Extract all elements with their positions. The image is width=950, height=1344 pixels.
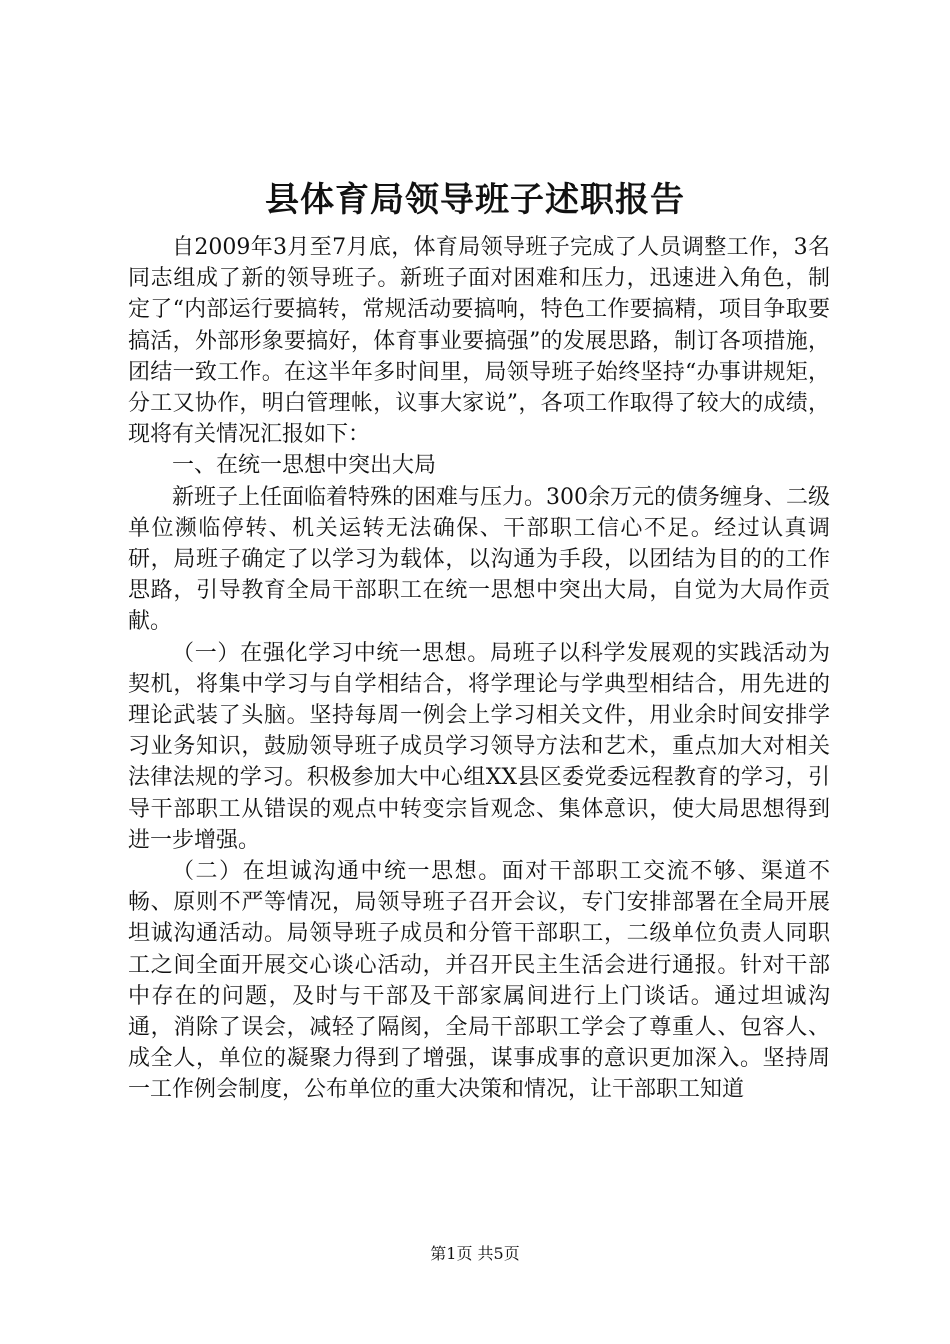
paragraph-subsection-2: （二）在坦诚沟通中统一思想。面对干部职工交流不够、渠道不畅、原则不严等情况，局领导班子召开会议，专门安排部署在全局开展坦诚沟通活动。局领导班子成员和分管干部职工，二级单位负责人同职工之间全面开展交心谈心活动，并召开民主生活会进行通报。针对干部中存在的问题，及时与干部及干部家属间进行上门谈话。通过坦诚沟通，消除了误会，减轻了隔阂，全局干部职工学会了尊重人、包容人、成全人，单位的凝聚力得到了增强，谋事成事的意识更加深入。坚持周一工作例会制度，公布单位的重大决策和情况，让干部职工知道 <box>128 859 830 1103</box>
section-heading-1: 一、在统一思想中突出大局 <box>172 453 437 479</box>
page-number-footer: 第1页 共5页 <box>430 1244 520 1263</box>
paragraph-intro: 自2009年3月至7月底，体育局领导班子完成了人员调整工作，3名同志组成了新的领导班子。新班子面对困难和压力，迅速进入角色，制定了“内部运行要搞转，常规活动要搞响，特色工作要搞精，项目争取要搞活，外部形象要搞好，体育事业要搞强”的发展思路，制订各项措施，团结一致工作。在这半年多时间里，局领导班子始终坚持“办事讲规矩，分工又协作，明白管理帐，议事大家说”，各项工作取得了较大的成绩，现将有关情况汇报如下： <box>128 235 830 448</box>
paragraph-subsection-1: （一）在强化学习中统一思想。局班子以科学发展观的实践活动为契机，将集中学习与自学相结合，将学理论与学典型相结合，用先进的理论武装了头脑。坚持每周一例会上学习相关文件，用业余时间安排学习业务知识，鼓励领导班子成员学习领导方法和艺术，重点加大对相关法律法规的学习。积极参加大中心组XX县区委党委远程教育的学习，引导干部职工从错误的观点中转变宗旨观念、集体意识，使大局思想得到进一步增强。 <box>128 640 830 853</box>
paragraph-section-1: 新班子上任面临着特殊的困难与压力。300余万元的债务缠身、二级单位濒临停转、机关运转无法确保、干部职工信心不足。经过认真调研，局班子确定了以学习为载体，以沟通为手段，以团结为目的的工作思路，引导教育全局干部职工在统一思想中突出大局，自觉为大局作贡献。 <box>128 484 830 635</box>
document-body <box>128 232 830 1106</box>
document-title: 县体育局领导班子述职报告 <box>265 180 685 220</box>
